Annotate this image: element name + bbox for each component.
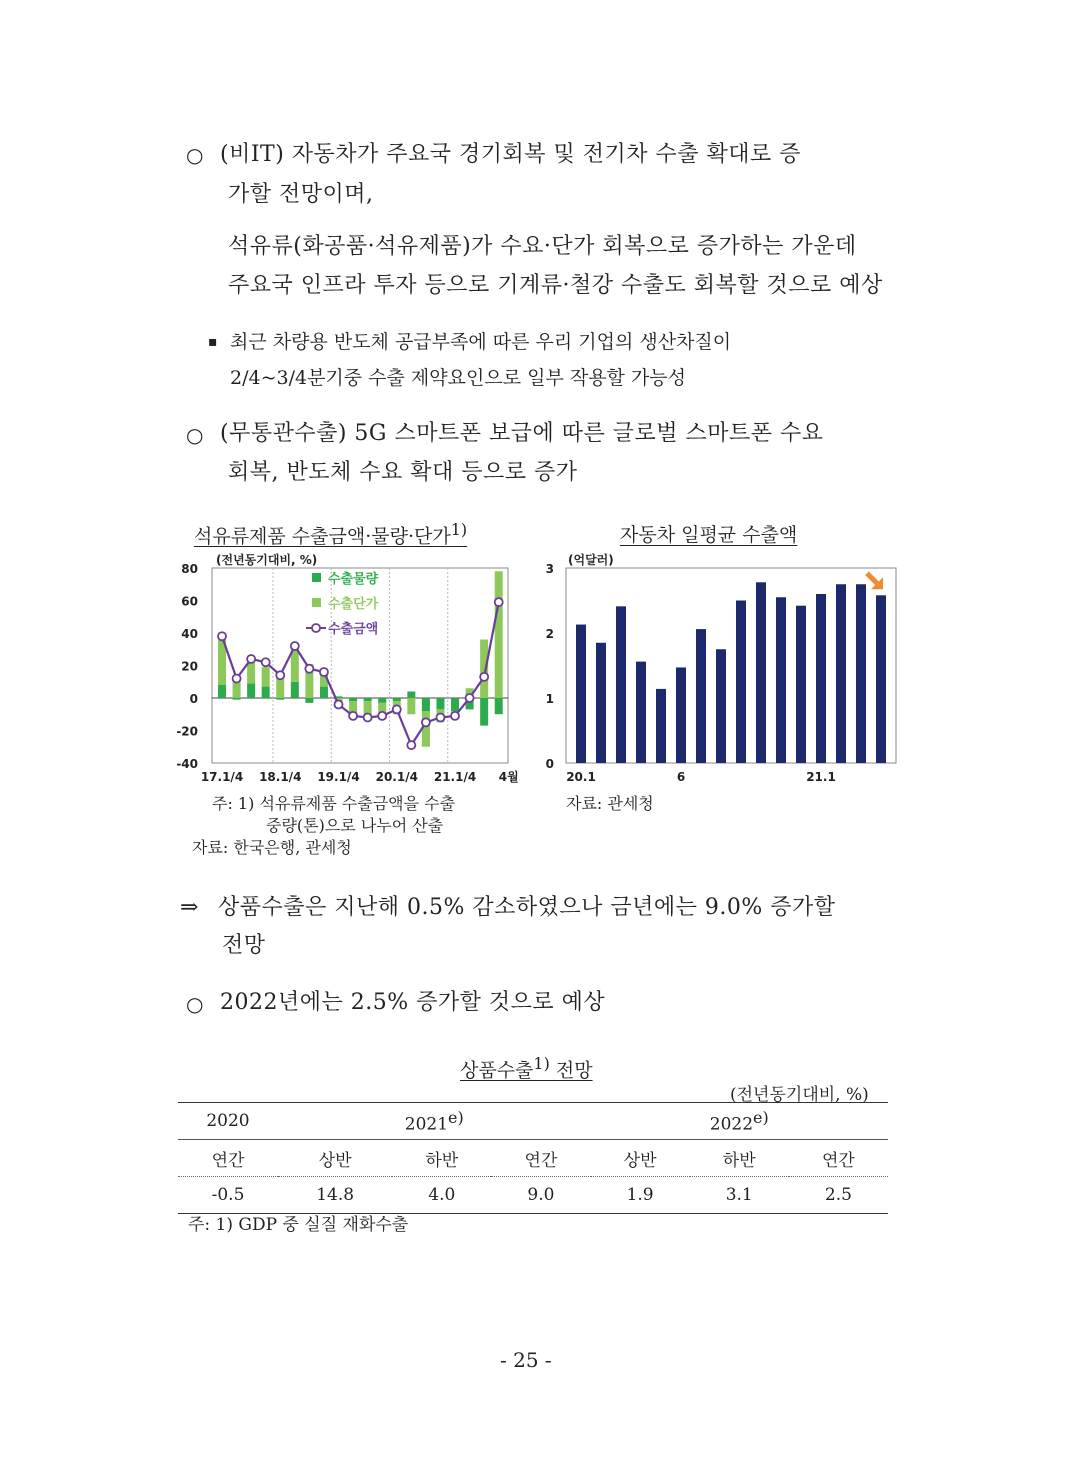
page-number: - 25 - bbox=[500, 1348, 552, 1372]
price-bar bbox=[495, 571, 503, 698]
legend-label: 수출물량 bbox=[328, 572, 379, 587]
amount-point bbox=[291, 642, 299, 650]
amount-point bbox=[233, 675, 241, 683]
section1-line2: 가할 전망이며, bbox=[228, 182, 374, 207]
chart1-source: 자료: 한국은행, 관세청 bbox=[192, 838, 352, 857]
amount-point bbox=[393, 705, 401, 713]
auto-export-chart bbox=[540, 548, 900, 798]
y-tick-label: 20 bbox=[181, 659, 198, 674]
conclusion-line1: 상품수출은 지난해 0.5% 감소하였으나 금년에는 9.0% 증가할 bbox=[218, 895, 836, 920]
export-bar bbox=[716, 649, 726, 763]
price-bar bbox=[407, 698, 415, 714]
y-tick-label: 1 bbox=[545, 692, 554, 706]
volume-bar bbox=[407, 692, 415, 699]
chart1-note-line1: 주: 1) 석유류제품 수출금액을 수출 bbox=[212, 794, 456, 813]
table-header-2020: 2020 bbox=[206, 1111, 250, 1131]
section1-line4: 주요국 인프라 투자 등으로 기계류·철강 수출도 회복할 것으로 예상 bbox=[228, 273, 883, 298]
amount-point bbox=[436, 714, 444, 722]
table-subheader: 하반 bbox=[722, 1150, 756, 1171]
export-bar bbox=[616, 606, 626, 763]
table-subheader: 상반 bbox=[623, 1150, 657, 1171]
legend-label: 수출단가 bbox=[328, 597, 379, 612]
export-bar bbox=[836, 584, 846, 763]
subnote-line2: 2/4~3/4분기중 수출 제약요인으로 일부 작용할 가능성 bbox=[230, 367, 687, 389]
amount-point bbox=[364, 714, 372, 722]
y-axis-label: (전년동기대비, %) bbox=[216, 553, 318, 567]
x-tick-label: 20.1/4 bbox=[375, 770, 418, 784]
y-tick-label: -40 bbox=[176, 757, 198, 771]
bullet-circle: ○ bbox=[186, 992, 204, 1016]
export-bar bbox=[696, 629, 706, 763]
volume-bar bbox=[247, 683, 255, 698]
amount-point bbox=[247, 655, 255, 663]
amount-point bbox=[335, 701, 343, 709]
legend-swatch bbox=[312, 598, 321, 607]
table-cell: 2.5 bbox=[824, 1185, 852, 1205]
subnote-line1: 최근 차량용 반도체 공급부족에 따른 우리 기업의 생산차질이 bbox=[230, 331, 732, 353]
export-bar bbox=[676, 667, 686, 763]
volume-bar bbox=[276, 698, 284, 700]
amount-point bbox=[262, 658, 270, 666]
section1-line1: (비IT) 자동차가 주요국 경기회복 및 전기차 수출 확대로 증 bbox=[220, 142, 802, 167]
volume-bar bbox=[480, 698, 488, 726]
price-bar bbox=[422, 711, 430, 747]
x-tick-label: 21.1/4 bbox=[433, 770, 477, 784]
x-tick-label: 6 bbox=[676, 770, 686, 784]
export-bar bbox=[656, 689, 666, 763]
export-bar bbox=[596, 643, 606, 763]
amount-point bbox=[407, 741, 415, 749]
y-tick-label: 0 bbox=[189, 692, 198, 706]
bullet-circle: ○ bbox=[186, 423, 204, 447]
y-tick-label: 80 bbox=[181, 562, 198, 576]
amount-point bbox=[495, 598, 503, 606]
conclusion-line2: 전망 bbox=[222, 933, 266, 958]
table-subheader: 연간 bbox=[178, 1140, 278, 1177]
export-bar bbox=[636, 662, 646, 763]
chart1-title: 석유류제품 수출금액·물량·단가$^{1)}$ bbox=[194, 520, 468, 548]
amount-point bbox=[276, 671, 284, 679]
volume-bar bbox=[349, 698, 357, 701]
volume-bar bbox=[451, 698, 459, 711]
y-tick-label: 0 bbox=[545, 757, 554, 771]
plot-frame bbox=[566, 568, 896, 763]
x-tick-label: 19.1/4 bbox=[317, 770, 360, 784]
export-bar bbox=[876, 595, 886, 763]
subnote-marker: ▪ bbox=[208, 334, 218, 350]
legend-swatch bbox=[312, 573, 321, 582]
x-tick-label: 21.1 bbox=[806, 770, 836, 784]
chart2-title: 자동차 일평균 수출액 bbox=[620, 524, 798, 546]
table-header-2021: 2021$^{e)}$ bbox=[278, 1103, 591, 1140]
amount-point bbox=[320, 668, 328, 676]
legend-label: 수출금액 bbox=[328, 622, 379, 637]
table-cell: 1.9 bbox=[626, 1185, 654, 1205]
table-cell: -0.5 bbox=[211, 1185, 245, 1205]
table-title: 상품수출$^{1)}$ 전망 bbox=[460, 1054, 593, 1082]
volume-bar bbox=[218, 685, 226, 698]
export-bar bbox=[816, 594, 826, 763]
amount-point bbox=[218, 632, 226, 640]
y-tick-label: 40 bbox=[181, 627, 198, 641]
y-tick-label: 3 bbox=[545, 562, 554, 576]
volume-bar bbox=[393, 698, 401, 701]
price-bar bbox=[480, 640, 488, 699]
amount-point bbox=[305, 665, 313, 673]
table-cell: 3.1 bbox=[725, 1185, 753, 1205]
volume-bar bbox=[291, 682, 299, 698]
petroleum-export-chart bbox=[170, 548, 519, 798]
chart1-note-line2: 중량(톤)으로 나누어 산출 bbox=[266, 816, 444, 835]
volume-bar bbox=[262, 687, 270, 698]
conclusion-arrow: ⇒ bbox=[180, 895, 199, 920]
export-bar bbox=[736, 601, 746, 764]
export-bar bbox=[856, 584, 866, 763]
volume-bar bbox=[495, 698, 503, 714]
export-bar bbox=[796, 606, 806, 763]
table-subheader: 상반 bbox=[318, 1150, 352, 1171]
y-axis-label: (억달러) bbox=[568, 553, 614, 567]
table-cell: 4.0 bbox=[428, 1185, 456, 1205]
x-tick-label: 20.1 bbox=[566, 770, 596, 784]
export-bar bbox=[776, 597, 786, 763]
table-unit: (전년동기대비, %) bbox=[730, 1085, 869, 1105]
volume-bar bbox=[378, 698, 386, 703]
chart1-title-sup: 1) bbox=[450, 520, 468, 539]
table-cell: 9.0 bbox=[527, 1185, 555, 1205]
bullet-circle: ○ bbox=[186, 143, 204, 167]
amount-point bbox=[349, 712, 357, 720]
section1-line3: 석유류(화공품·석유제품)가 수요·단가 회복으로 증가하는 가운데 bbox=[228, 234, 857, 259]
volume-bar bbox=[320, 687, 328, 698]
amount-point bbox=[378, 712, 386, 720]
legend-marker bbox=[312, 624, 320, 632]
export-bar bbox=[576, 625, 586, 763]
section3-text: 2022년에는 2.5% 증가할 것으로 예상 bbox=[220, 990, 606, 1015]
y-tick-label: -20 bbox=[176, 724, 198, 739]
volume-bar bbox=[364, 698, 372, 701]
amount-point bbox=[451, 712, 459, 720]
volume-bar bbox=[422, 698, 430, 711]
table-subheader: 연간 bbox=[821, 1150, 855, 1171]
x-tick-label: 4월 bbox=[498, 770, 519, 784]
x-tick-label: 17.1/4 bbox=[200, 770, 244, 784]
table-subheader: 하반 bbox=[425, 1150, 459, 1171]
volume-bar bbox=[436, 698, 444, 709]
table-cell: 14.8 bbox=[316, 1185, 355, 1205]
export-forecast-table bbox=[178, 1102, 888, 1214]
y-tick-label: 2 bbox=[545, 627, 554, 641]
amount-point bbox=[422, 718, 430, 726]
chart2-source: 자료: 관세청 bbox=[566, 794, 654, 813]
price-bar bbox=[262, 667, 270, 687]
amount-point bbox=[466, 694, 474, 702]
amount-point bbox=[480, 673, 488, 681]
table-title-sup: 1) bbox=[533, 1054, 550, 1073]
table-note: 주: 1) GDP 중 실질 재화수출 bbox=[188, 1215, 409, 1235]
volume-bar bbox=[233, 698, 241, 700]
export-bar bbox=[756, 582, 766, 763]
section2-line1: (무통관수출) 5G 스마트폰 보급에 따른 글로벌 스마트폰 수요 bbox=[220, 421, 824, 446]
arrow-shaft bbox=[867, 573, 877, 583]
table-header-2022: 2022$^{e)}$ bbox=[591, 1103, 888, 1140]
y-tick-label: 60 bbox=[181, 594, 198, 609]
table-subheader: 연간 bbox=[524, 1150, 558, 1171]
volume-bar bbox=[305, 698, 313, 703]
x-tick-label: 18.1/4 bbox=[259, 770, 302, 784]
section2-line2: 회복, 반도체 수요 확대 등으로 증가 bbox=[228, 460, 578, 485]
